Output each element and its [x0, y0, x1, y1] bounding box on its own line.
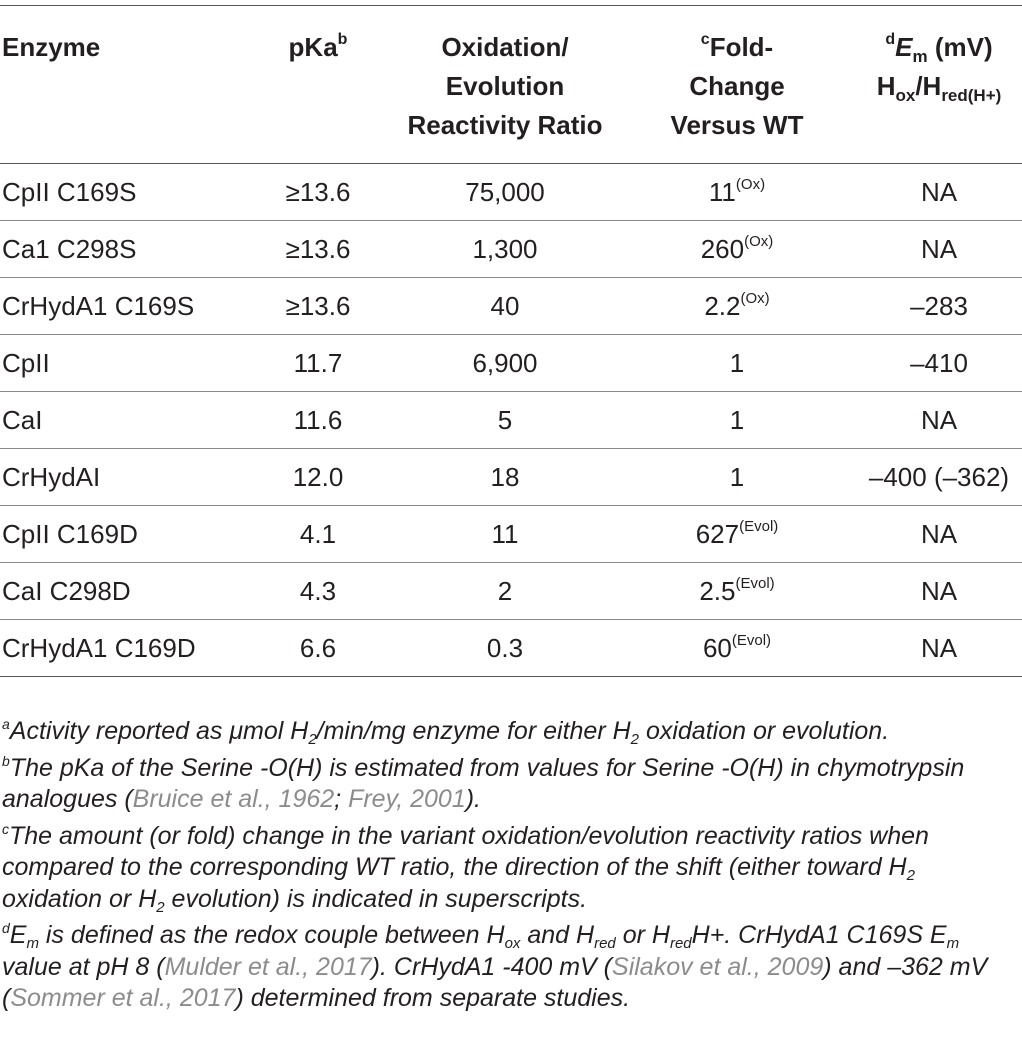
cell-pka: ≥13.6	[253, 164, 383, 221]
table-row	[0, 335, 1022, 392]
table-row	[0, 221, 1022, 278]
cell-em: NA	[847, 221, 1022, 278]
cell-em: –410	[847, 335, 1022, 392]
cell-em: –283	[847, 278, 1022, 335]
cell-fold: $627^{(Evol)}$	[627, 506, 847, 563]
cell-enzyme: CpII C169D	[0, 506, 253, 563]
table-row	[0, 563, 1022, 620]
cell-em: NA	[847, 392, 1022, 449]
cell-enzyme: Ca1 C298S	[0, 221, 253, 278]
cell-em: NA	[847, 506, 1022, 563]
cell-pka: 4.1	[253, 506, 383, 563]
cell-pka: 4.3	[253, 563, 383, 620]
pka-footnote-mark: b	[337, 31, 348, 48]
cell-enzyme: CpII C169S	[0, 164, 253, 221]
citation-link[interactable]: Bruice et al., 1962	[132, 785, 335, 813]
header-fold-change: $^c$Fold- Change Versus WT	[627, 6, 847, 164]
cell-em: NA	[847, 164, 1022, 221]
fold-footnote-mark: c	[700, 31, 710, 48]
cell-ratio: 75,000	[383, 164, 627, 221]
header-em: $^dE_m$ (mV) $H_{ox}/H_{red(H+)}$	[847, 6, 1022, 164]
table-row	[0, 506, 1022, 563]
table-footnotes	[2, 716, 1018, 1020]
table-row	[0, 620, 1022, 677]
cell-fold: $11^{(Ox)}$	[627, 164, 847, 221]
cell-pka: ≥13.6	[253, 221, 383, 278]
cell-ratio: 18	[383, 449, 627, 506]
cell-enzyme: CrHydA1 C169D	[0, 620, 253, 677]
cell-enzyme: CrHydAI	[0, 449, 253, 506]
header-pka: pKa$^b$	[253, 6, 383, 164]
cell-ratio: 5	[383, 392, 627, 449]
citation-link[interactable]: Frey, 2001	[348, 785, 466, 813]
em-footnote-mark: d	[885, 31, 896, 48]
cell-em: NA	[847, 620, 1022, 677]
header-row	[0, 6, 1022, 164]
cell-enzyme: CpII	[0, 335, 253, 392]
table-row	[0, 392, 1022, 449]
cell-ratio: 11	[383, 506, 627, 563]
header-ratio: Oxidation/ Evolution Reactivity Ratio	[383, 6, 627, 164]
cell-em: NA	[847, 563, 1022, 620]
cell-pka: 6.6	[253, 620, 383, 677]
cell-pka: 12.0	[253, 449, 383, 506]
data-table	[0, 5, 1022, 677]
citation-link[interactable]: Sommer et al., 2017	[10, 984, 236, 1012]
cell-ratio: 6,900	[383, 335, 627, 392]
cell-fold: $2.5^{(Evol)}$	[627, 563, 847, 620]
cell-pka: ≥13.6	[253, 278, 383, 335]
cell-enzyme: CaI C298D	[0, 563, 253, 620]
table-row	[0, 164, 1022, 221]
cell-fold: 1	[627, 335, 847, 392]
cell-fold: 1	[627, 392, 847, 449]
cell-ratio: 40	[383, 278, 627, 335]
cell-fold: $260^{(Ox)}$	[627, 221, 847, 278]
cell-em: –400 (–362)	[847, 449, 1022, 506]
footnote-c: $^c$The amount (or fold) change in the variant oxidation/evolution reactivity ratios when compared to the corresponding WT ratio, the direction of the shift (either toward $H_2$ oxidation or $H_2$ evolution) is indicated in superscripts.	[2, 820, 929, 916]
cell-ratio: 1,300	[383, 221, 627, 278]
cell-fold: $2.2^{(Ox)}$	[627, 278, 847, 335]
cell-enzyme: CaI	[0, 392, 253, 449]
table-row	[0, 449, 1022, 506]
cell-fold: $60^{(Evol)}$	[627, 620, 847, 677]
footnote-b: $^b$The pKa of the Serine -O(H) is estimated from values for Serine -O(H) in chymotrypsin analogues (Bruice et al., 1962; Frey, 2001).	[2, 752, 965, 813]
citation-link[interactable]: Mulder et al., 2017	[164, 952, 372, 981]
cell-ratio: 0.3	[383, 620, 627, 677]
footnote-d: $^dE_m$ is defined as the redox couple between $H_{ox}$ and $H_{red}$ or $H_{red}H+$. CrHydA1 C169S $E_m$ value at pH 8 (Mulder et al., 2017). CrHydA1 -400 mV (Silakov et al., 2009) and –362 mV (Sommer et al., 2017) determined from separate studies.	[2, 920, 988, 1012]
header-enzyme: Enzyme	[0, 6, 253, 164]
cell-pka: 11.7	[253, 335, 383, 392]
cell-enzyme: CrHydA1 C169S	[0, 278, 253, 335]
footnote-a: $^a$Activity reported as μmol $H_2/\min/mg$ enzyme for either $H_2$ oxidation or evolution.	[2, 716, 890, 748]
cell-fold: 1	[627, 449, 847, 506]
table-row	[0, 278, 1022, 335]
cell-pka: 11.6	[253, 392, 383, 449]
cell-ratio: 2	[383, 563, 627, 620]
citation-link[interactable]: Silakov et al., 2009	[612, 952, 824, 981]
